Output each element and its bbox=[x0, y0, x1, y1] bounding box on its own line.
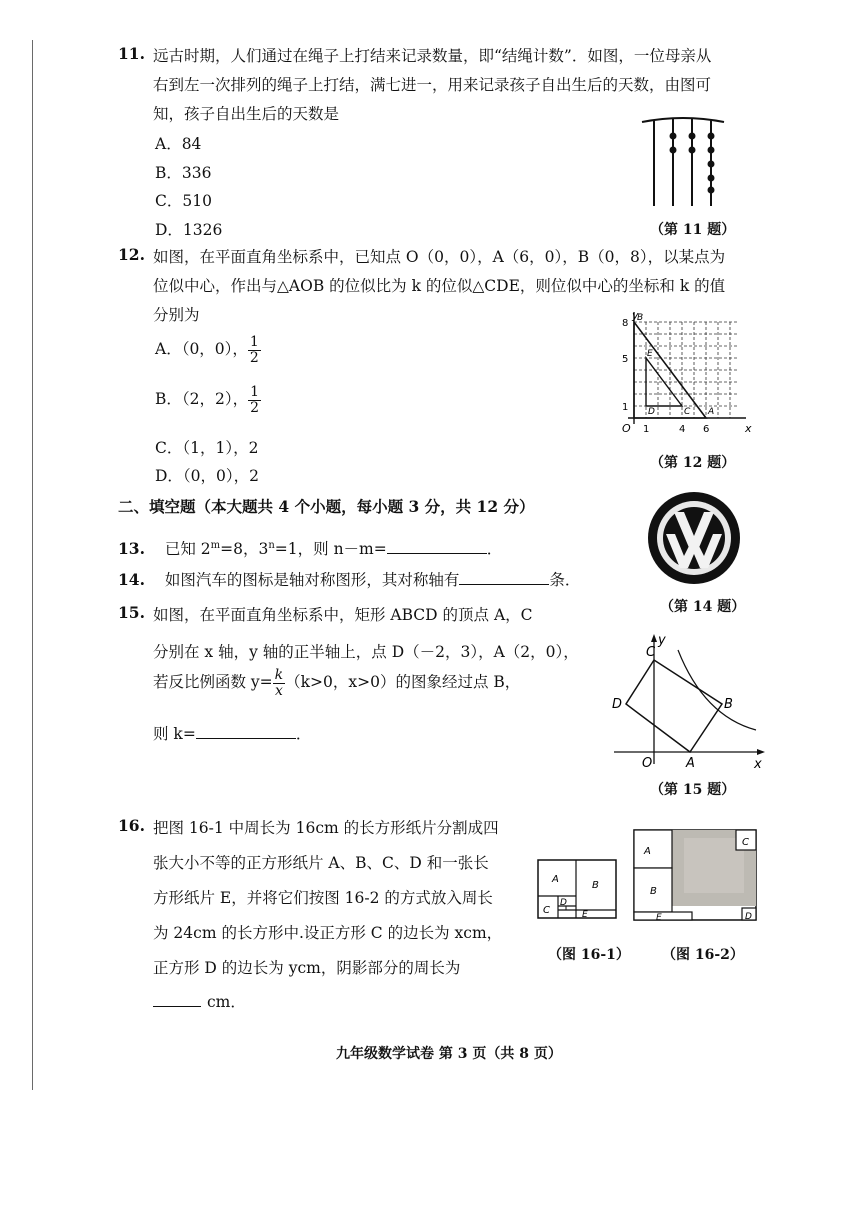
x-tick-1: 1 bbox=[643, 424, 650, 435]
fig1-label-b: B bbox=[592, 880, 599, 891]
q16-line-2: 张大小不等的正方形纸片 A、B、C、D 和一张长 bbox=[153, 854, 489, 872]
fraction-one-half bbox=[248, 385, 261, 415]
fig1-label-a: A bbox=[552, 874, 559, 885]
q16-line-3: 方形纸片 E，并将它们按图 16-2 的方式放入周长 bbox=[153, 889, 493, 907]
q16-line-1: 把图 16-1 中周长为 16cm 的长方形纸片分割成四 bbox=[153, 819, 499, 837]
point-b-label: B bbox=[724, 697, 733, 712]
q13-text-end: ． bbox=[486, 540, 503, 558]
y-tick-1: 1 bbox=[622, 402, 629, 413]
q13-text-2: =8，3 bbox=[220, 540, 269, 558]
q16-line-5: 正方形 D 的边长为 ycm，阴影部分的周长为 bbox=[153, 959, 461, 977]
q15-line-4-start: 则 k= bbox=[153, 725, 196, 743]
q11-line-3: 知，孩子自出生后的天数是 bbox=[153, 105, 340, 123]
q12-option-c: C．（1，1），2 bbox=[155, 439, 259, 457]
origin-label: O bbox=[622, 422, 631, 435]
q12-option-a bbox=[155, 335, 261, 365]
q12-option-b-text: B．（2，2）， bbox=[155, 390, 249, 409]
fraction-k-over-x bbox=[273, 668, 285, 698]
y-tick-5: 5 bbox=[622, 354, 629, 365]
fig2-label-b: B bbox=[650, 886, 657, 897]
q14-text-2: 条． bbox=[549, 571, 581, 589]
q12-line-1: 如图，在平面直角坐标系中，已知点 O（0，0），A（6，0），B（0，8），以某点为 bbox=[153, 248, 726, 266]
q16-line-4: 为 24cm 的长方形中.设正方形 C 的边长为 xcm， bbox=[153, 924, 503, 942]
fraction-numerator: 1 bbox=[250, 384, 260, 400]
point-d-label: D bbox=[612, 697, 623, 712]
q15-line-3-start: 若反比例函数 y= bbox=[153, 673, 273, 692]
q16-number: 16. bbox=[118, 816, 145, 835]
q12-caption: （第 12 题） bbox=[650, 455, 736, 471]
q13-number: 13. bbox=[118, 539, 145, 558]
x-axis-label: x bbox=[754, 757, 762, 772]
fig1-label-c: C bbox=[543, 905, 550, 916]
q16-last-text: cm． bbox=[207, 993, 246, 1011]
knot-rope-figure bbox=[640, 112, 726, 208]
q12-option-a-text: A．（0，0）， bbox=[155, 340, 248, 359]
q16-answer-blank[interactable] bbox=[153, 991, 201, 1007]
origin-label: O bbox=[642, 756, 653, 771]
point-a-label: A bbox=[686, 756, 695, 771]
q12-line-2: 位似中心，作出与△AOB 的位似比为 k 的位似△CDE，则位似中心的坐标和 k 的值 bbox=[153, 277, 726, 295]
q11-option-c: C．510 bbox=[155, 192, 212, 210]
q11-line-2: 右到左一次排列的绳子上打结，满七进一，用来记录孩子自出生后的天数，由图可 bbox=[153, 76, 712, 94]
q16-line-6 bbox=[153, 990, 246, 1012]
fig1-label-d: D bbox=[560, 898, 567, 908]
fraction-numerator: k bbox=[274, 667, 284, 683]
fraction-numerator: 1 bbox=[249, 334, 259, 350]
q14-answer-blank[interactable] bbox=[459, 569, 549, 585]
x-tick-6: 6 bbox=[703, 424, 710, 435]
rectangle-hyperbola-figure bbox=[606, 632, 766, 772]
q12-option-b bbox=[155, 385, 261, 415]
binding-margin-line bbox=[32, 40, 33, 1090]
q11-line-1: 远古时期，人们通过在绳子上打结来记录数量，即“结绳计数”．如图，一位母亲从 bbox=[153, 47, 712, 65]
point-c-label: C bbox=[646, 645, 656, 660]
coordinate-grid-figure bbox=[618, 308, 754, 438]
fig2-label-e: E bbox=[656, 913, 662, 923]
x-axis-label: x bbox=[745, 422, 752, 435]
q11-option-a: A．84 bbox=[155, 135, 202, 153]
q12-line-3: 分别为 bbox=[153, 306, 200, 324]
q11-option-b: B．336 bbox=[155, 164, 212, 182]
fraction-one-half bbox=[248, 335, 261, 365]
q14-caption: （第 14 题） bbox=[660, 599, 746, 615]
q14-number: 14. bbox=[118, 570, 145, 589]
point-c-label: C bbox=[684, 407, 691, 417]
point-b-label: B bbox=[637, 313, 644, 323]
q13-answer-blank[interactable] bbox=[387, 538, 487, 554]
fig2-label-c: C bbox=[742, 837, 749, 848]
x-tick-4: 4 bbox=[679, 424, 686, 435]
q13-sup-m: m bbox=[210, 539, 221, 551]
point-e-label: E bbox=[647, 349, 653, 359]
y-tick-8: 8 bbox=[622, 318, 629, 329]
q15-number: 15. bbox=[118, 603, 145, 622]
question-13 bbox=[118, 537, 502, 559]
vw-logo-icon bbox=[646, 490, 742, 586]
q11-caption: （第 11 题） bbox=[650, 222, 736, 238]
figure-16-2 bbox=[632, 828, 760, 924]
q15-line-2: 分别在 x 轴，y 轴的正半轴上，点 D（－2，3），A（2，0）， bbox=[153, 643, 579, 661]
q11-option-d: D．1326 bbox=[155, 221, 223, 239]
q12-number: 12. bbox=[118, 245, 145, 264]
point-a-label: A bbox=[708, 407, 715, 417]
page-footer: 九年级数学试卷 第 3 页（共 8 页） bbox=[336, 1046, 562, 1062]
q15-line-3-end: （k>0，x>0）的图象经过点 B， bbox=[285, 673, 521, 692]
q13-text-1: 已知 2 bbox=[164, 540, 211, 558]
q15-line-4-end: ． bbox=[295, 725, 312, 743]
q15-caption: （第 15 题） bbox=[650, 782, 736, 798]
q13-text-3: =1，则 n－m= bbox=[274, 540, 387, 558]
q15-line-4 bbox=[153, 722, 311, 744]
figure-16-1-caption: （图 16-1） bbox=[548, 947, 630, 963]
q15-answer-blank[interactable] bbox=[196, 723, 296, 739]
fig2-label-d: D bbox=[745, 912, 752, 922]
figure-16-1 bbox=[536, 858, 620, 922]
question-14 bbox=[118, 568, 580, 590]
fraction-denominator: 2 bbox=[250, 399, 260, 416]
q11-number: 11. bbox=[118, 44, 145, 63]
fig2-label-a: A bbox=[644, 846, 651, 857]
fig1-label-e: E bbox=[582, 910, 588, 920]
q13-sup-n: n bbox=[268, 539, 275, 551]
q12-option-d: D．（0，0），2 bbox=[155, 467, 260, 485]
section-2-title: 二、填空题（本大题共 4 个小题，每小题 3 分，共 12 分） bbox=[118, 497, 535, 516]
fraction-denominator: 2 bbox=[249, 349, 259, 366]
fraction-denominator: x bbox=[274, 682, 283, 699]
q15-line-1: 如图，在平面直角坐标系中，矩形 ABCD 的顶点 A，C bbox=[153, 606, 533, 624]
y-axis-label: y bbox=[632, 309, 639, 322]
figure-16-2-caption: （图 16-2） bbox=[662, 947, 744, 963]
point-d-label: D bbox=[648, 407, 655, 417]
y-axis-label: y bbox=[658, 633, 666, 648]
q14-text-1: 如图汽车的图标是轴对称图形，其对称轴有 bbox=[164, 571, 460, 589]
q15-line-3 bbox=[153, 668, 520, 698]
